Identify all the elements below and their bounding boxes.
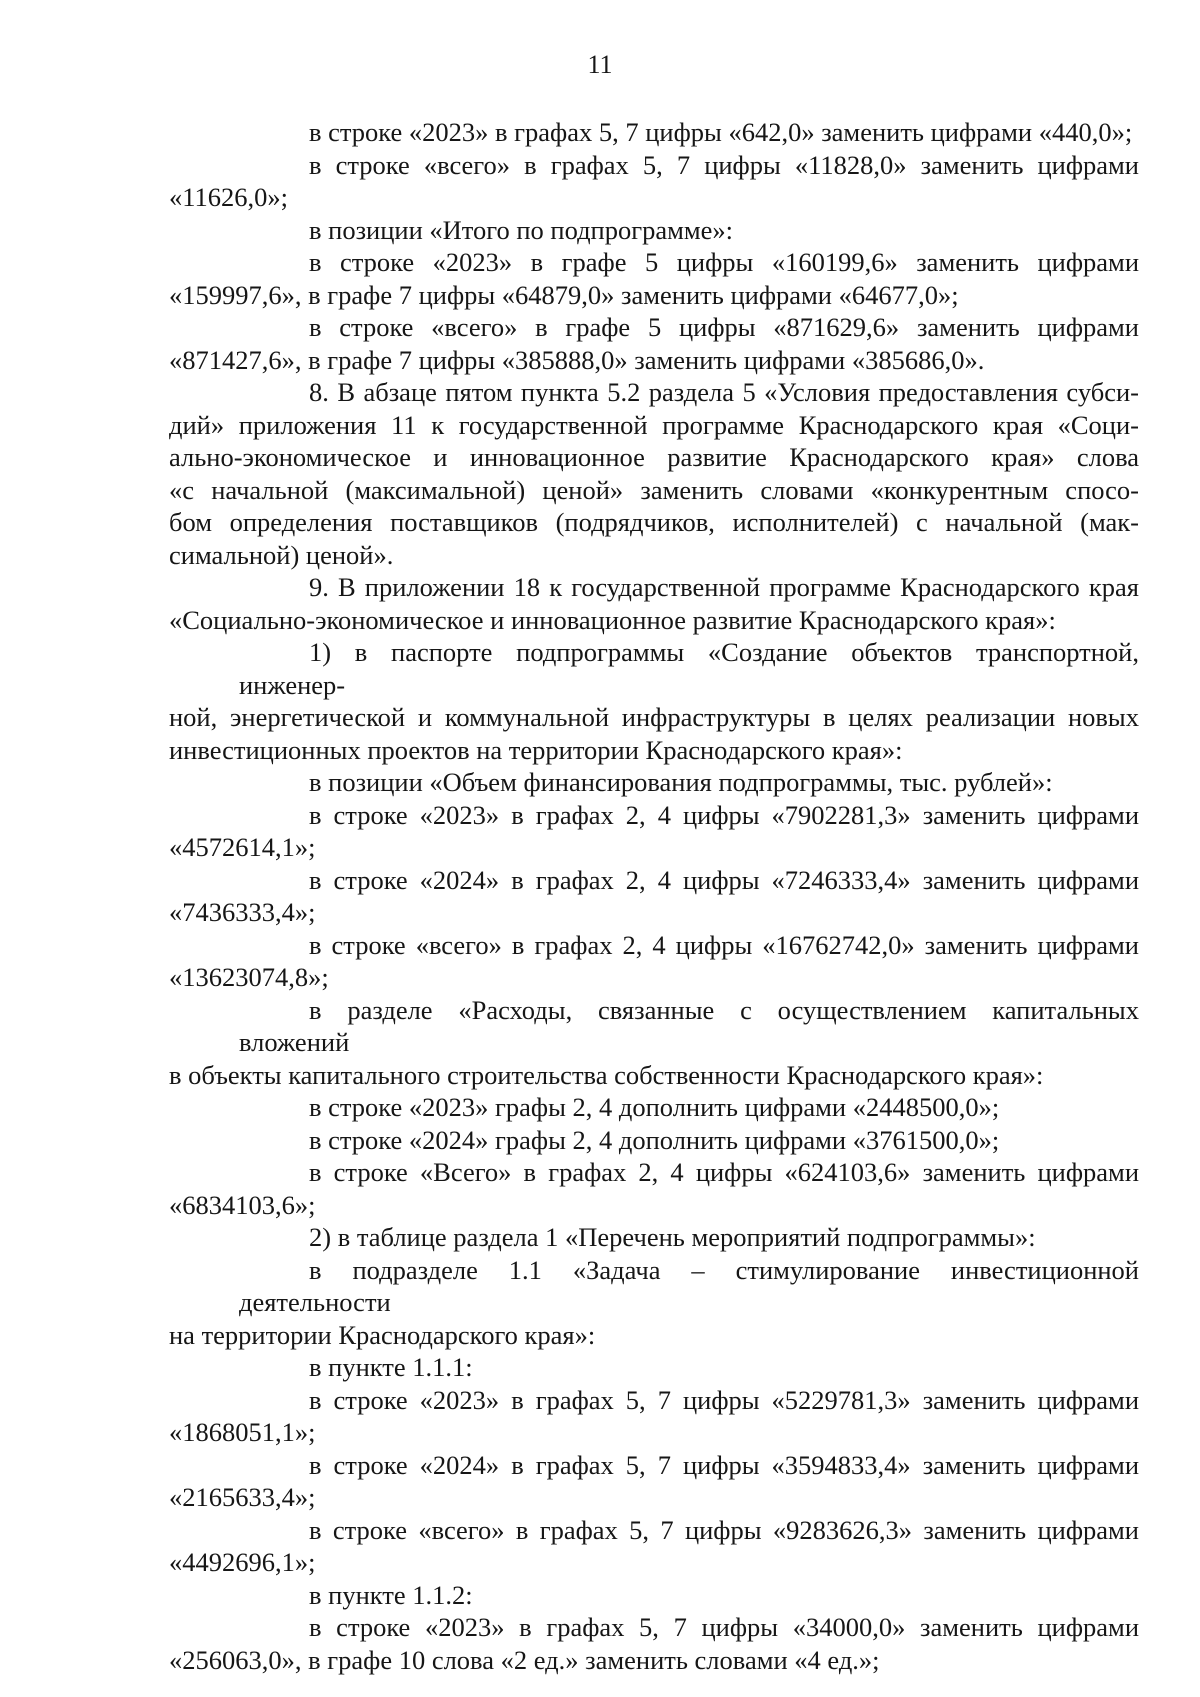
text-line: «с начальной (максимальной) ценой» заменить словами «конкурентным спосо- xyxy=(169,474,1139,505)
text-line: «7436333,4»; xyxy=(169,897,316,927)
paragraph xyxy=(169,864,1139,929)
text-line: в строке «2024» в графах 2, 4 цифры «7246333,4» заменить цифрами xyxy=(309,864,1139,895)
paragraph xyxy=(169,1156,1139,1221)
paragraph xyxy=(169,994,1139,1092)
text-line: в строке «всего» в графах 2, 4 цифры «16762742,0» заменить цифрами xyxy=(309,929,1139,960)
text-line: в пункте 1.1.1: xyxy=(309,1352,473,1382)
text-line: 9. В приложении 18 к государственной программе Краснодарского края xyxy=(309,572,1139,602)
text-line: «4492696,1»; xyxy=(169,1547,316,1577)
paragraph xyxy=(169,1449,1139,1514)
paragraph xyxy=(169,1384,1139,1449)
text-line: «2165633,4»; xyxy=(169,1482,316,1512)
document-body xyxy=(169,116,1139,1676)
page-number: 11 xyxy=(587,50,613,79)
text-line: в строке «2023» в графах 2, 4 цифры «7902281,3» заменить цифрами xyxy=(309,799,1139,830)
paragraph xyxy=(169,929,1139,994)
paragraph xyxy=(169,214,1139,247)
paragraph xyxy=(169,1091,1139,1124)
paragraph xyxy=(169,1514,1139,1579)
text-line: в подразделе 1.1 «Задача – стимулирование инвестиционной деятельности xyxy=(239,1254,1139,1317)
paragraph xyxy=(169,1254,1139,1352)
text-line: в строке «всего» в графах 5, 7 цифры «9283626,3» заменить цифрами xyxy=(309,1514,1139,1545)
text-line: в строке «2023» в графах 5, 7 цифры «5229781,3» заменить цифрами xyxy=(309,1384,1139,1415)
text-line: «13623074,8»; xyxy=(169,962,329,992)
text-line: в строке «2023» в графах 5, 7 цифры «642,0» заменить цифрами «440,0»; xyxy=(309,117,1133,147)
text-line: «256063,0», в графе 10 слова «2 ед.» заменить словами «4 ед.»; xyxy=(169,1644,880,1675)
text-line: «6834103,6»; xyxy=(169,1189,316,1220)
paragraph xyxy=(169,1351,1139,1384)
text-line: в объекты капитального строительства собственности Краснодарского края»: xyxy=(169,1059,1044,1090)
text-line: в строке «Всего» в графах 2, 4 цифры «624103,6» заменить цифрами xyxy=(309,1157,1139,1187)
paragraph xyxy=(169,636,1139,766)
text-line: в строке «2023» в графе 5 цифры «160199,6» заменить цифрами xyxy=(309,247,1139,277)
paragraph xyxy=(169,246,1139,311)
text-line: в разделе «Расходы, связанные с осуществлением капитальных вложений xyxy=(239,994,1139,1057)
text-line: на территории Краснодарского края»: xyxy=(169,1319,596,1350)
text-line: в пункте 1.1.2: xyxy=(309,1579,473,1610)
paragraph xyxy=(169,571,1139,636)
text-line: бом определения поставщиков (подрядчиков, исполнителей) с начальной (мак- xyxy=(169,507,1139,537)
paragraph xyxy=(169,1611,1139,1676)
text-line: в позиции «Итого по подпрограмме»: xyxy=(309,214,734,245)
text-line: дий» приложения 11 к государственной программе Краснодарского края «Соци- xyxy=(169,409,1139,440)
paragraph xyxy=(169,1221,1139,1254)
paragraph xyxy=(169,1579,1139,1612)
text-line: в строке «всего» в графах 5, 7 цифры «11828,0» заменить цифрами xyxy=(309,149,1139,180)
text-line: 2) в таблице раздела 1 «Перечень мероприятий подпрограммы»: xyxy=(309,1222,1036,1252)
paragraph xyxy=(169,376,1139,571)
paragraph xyxy=(169,149,1139,214)
text-line: «4572614,1»; xyxy=(169,832,316,862)
text-line: «11626,0»; xyxy=(169,182,289,212)
paragraph xyxy=(169,1124,1139,1157)
text-line: в строке «2024» графы 2, 4 дополнить цифрами «3761500,0»; xyxy=(309,1124,1000,1155)
text-line: «Социально-экономическое и инновационное развитие Краснодарского края»: xyxy=(169,604,1056,635)
paragraph xyxy=(169,311,1139,376)
text-line: в строке «2023» графы 2, 4 дополнить цифрами «2448500,0»; xyxy=(309,1092,1000,1122)
paragraph xyxy=(169,116,1139,149)
text-line: в строке «всего» в графе 5 цифры «871629,6» заменить цифрами xyxy=(309,312,1139,342)
paragraph xyxy=(169,799,1139,864)
text-line: 1) в паспорте подпрограммы «Создание объектов транспортной, инженер- xyxy=(239,637,1139,700)
text-line: в строке «2024» в графах 5, 7 цифры «3594833,4» заменить цифрами xyxy=(309,1449,1139,1480)
text-line: ально-экономическое и инновационное развитие Краснодарского края» слова xyxy=(169,442,1139,472)
paragraph xyxy=(169,766,1139,799)
text-line: симальной) ценой». xyxy=(169,539,394,570)
text-line: в позиции «Объем финансирования подпрограммы, тыс. рублей»: xyxy=(309,767,1053,797)
text-line: «159997,6», в графе 7 цифры «64879,0» заменить цифрами «64677,0»; xyxy=(169,279,959,310)
text-line: 8. В абзаце пятом пункта 5.2 раздела 5 «Условия предоставления субси- xyxy=(309,377,1139,407)
text-line: в строке «2023» в графах 5, 7 цифры «34000,0» заменить цифрами xyxy=(309,1612,1139,1642)
text-line: ной, энергетической и коммунальной инфраструктуры в целях реализации новых xyxy=(169,702,1139,732)
text-line: «871427,6», в графе 7 цифры «385888,0» заменить цифрами «385686,0». xyxy=(169,344,985,375)
text-line: «1868051,1»; xyxy=(169,1417,316,1447)
text-line: инвестиционных проектов на территории Краснодарского края»: xyxy=(169,734,903,765)
